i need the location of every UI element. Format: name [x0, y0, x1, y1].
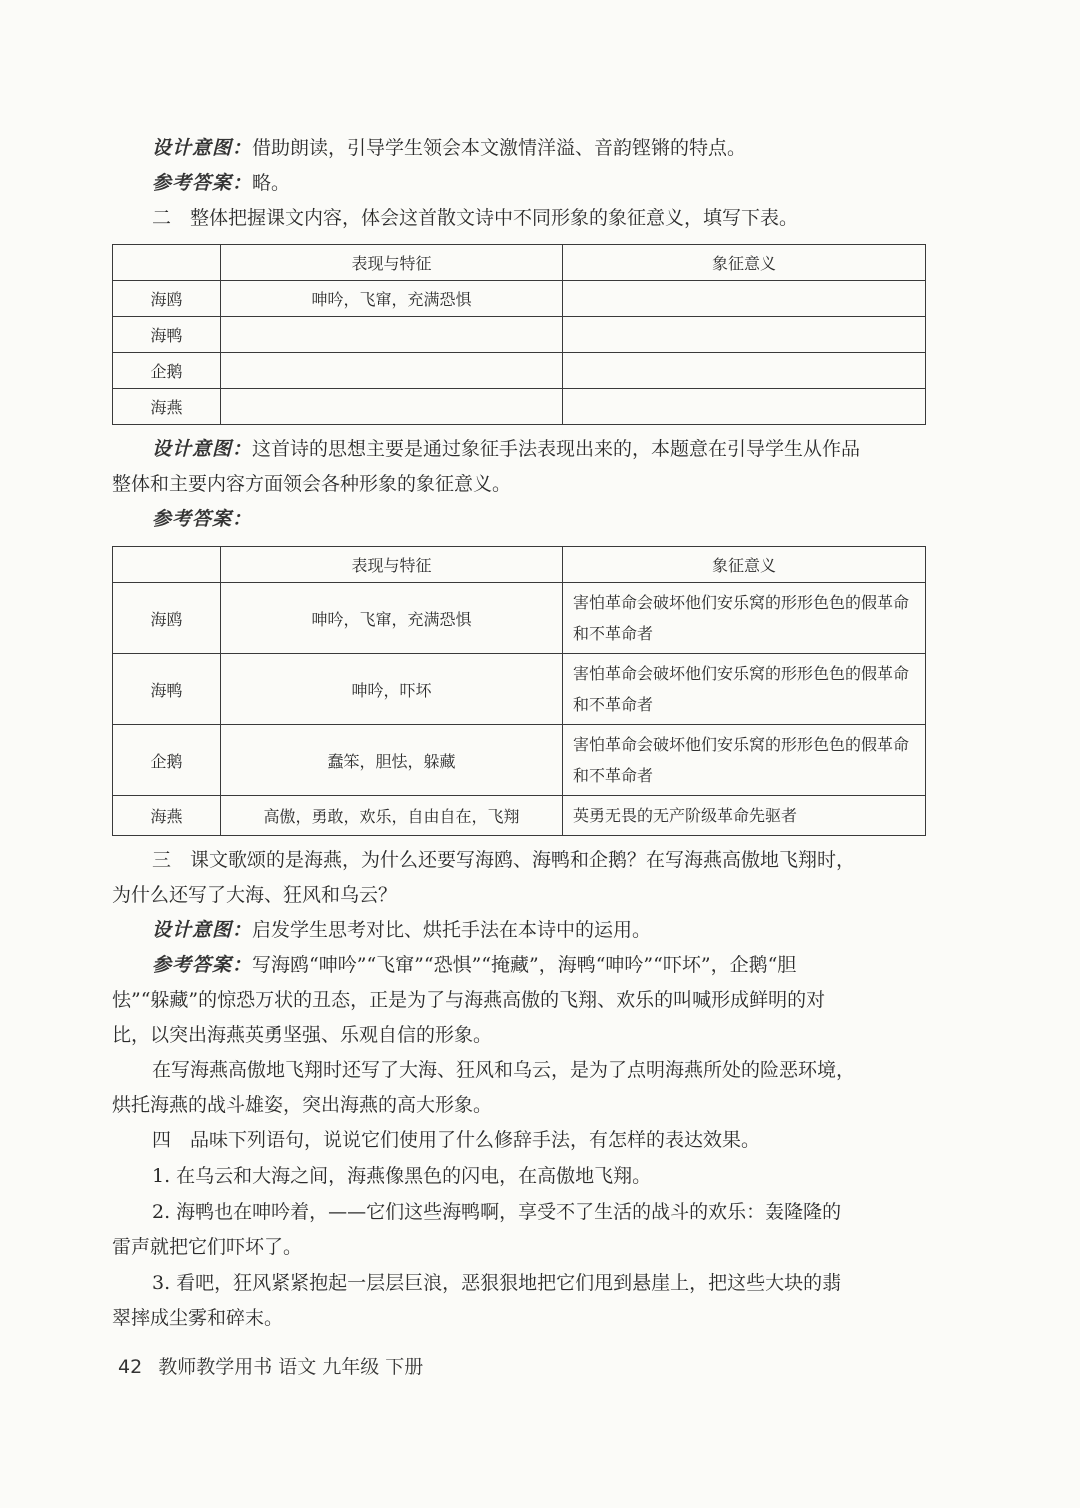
table-cell: 海燕 — [113, 796, 221, 836]
q3-prompt-cont: 为什么还写了大海、狂风和乌云？ — [112, 884, 398, 906]
table-row — [113, 725, 926, 796]
table-cell: 蠢笨，胆怯，躲藏 — [221, 725, 563, 796]
table-cell: 高傲，勇敢，欢乐，自由自在，飞翔 — [221, 796, 563, 836]
table-cell: 呻吟，飞窜，充满恐惧 — [221, 281, 563, 317]
table-header-row — [113, 547, 926, 583]
reference-answer-text: 写海鸥“呻吟”“飞窜”“恐惧”“掩藏”，海鸭“呻吟”“吓坏”，企鹅“胆 — [252, 954, 797, 976]
design-intent-label: 设计意图： — [152, 137, 253, 159]
page-number: 42 — [118, 1356, 143, 1378]
table-header-cell — [113, 547, 221, 583]
table-header-cell: 表现与特征 — [221, 245, 563, 281]
table-row — [113, 796, 926, 836]
q3-answer-paragraph2-cont: 烘托海燕的战斗雄姿，突出海燕的高大形象。 — [112, 1094, 493, 1116]
table-cell — [563, 281, 926, 317]
table-cell: 害怕革命会破坏他们安乐窝的形形色色的假革命和不革命者 — [563, 725, 926, 796]
table-row — [113, 654, 926, 725]
reference-answer-label: 参考答案： — [152, 954, 253, 976]
q3-answer-cont: 怯”“躲藏”的惊恐万状的丑态，正是为了与海燕高傲的飞翔、欢乐的叫喊形成鲜明的对 — [112, 989, 826, 1011]
q2-design-intent — [152, 432, 927, 467]
table-header-cell: 表现与特征 — [221, 547, 563, 583]
answer-symbol-table — [112, 546, 926, 836]
design-intent-text: 借助朗读，引导学生领会本文激情洋溢、音韵铿锵的特点。 — [252, 137, 747, 159]
q2-design-intent-cont: 整体和主要内容方面领会各种形象的象征意义。 — [112, 473, 512, 495]
table-cell — [221, 389, 563, 425]
q4-item-2-cont: 雷声就把它们吓坏了。 — [112, 1236, 303, 1258]
page-footer — [118, 1352, 423, 1379]
reference-answer-text: 略。 — [252, 172, 291, 194]
table-cell: 海鸭 — [113, 317, 221, 353]
q1-design-intent — [152, 131, 927, 166]
q3-design-intent — [152, 913, 927, 948]
table-cell: 海燕 — [113, 389, 221, 425]
table-row — [113, 317, 926, 353]
reference-answer-label: 参考答案： — [152, 172, 253, 194]
table-header-row — [113, 245, 926, 281]
q3-prompt: 三 课文歌颂的是海燕，为什么还要写海鸥、海鸭和企鹅？在写海燕高傲地飞翔时， — [152, 849, 856, 871]
table-header-cell: 象征意义 — [563, 547, 926, 583]
table-cell — [221, 317, 563, 353]
q4-item-2: 2. 海鸭也在呻吟着，——它们这些海鸭啊，享受不了生活的战斗的欢乐：轰隆隆的 — [152, 1201, 842, 1223]
table-row — [113, 281, 926, 317]
q4-item-1: 1. 在乌云和大海之间，海燕像黑色的闪电，在高傲地飞翔。 — [152, 1165, 652, 1187]
table-cell: 海鸭 — [113, 654, 221, 725]
reference-answer-label: 参考答案： — [152, 508, 253, 530]
table-cell: 海鸥 — [113, 281, 221, 317]
q4-item-3-cont: 翠摔成尘雾和碎末。 — [112, 1307, 284, 1329]
table-cell: 英勇无畏的无产阶级革命先驱者 — [563, 796, 926, 836]
q2-reference-answer-label — [152, 502, 927, 537]
table-cell — [221, 353, 563, 389]
table-row — [113, 353, 926, 389]
table-row — [113, 583, 926, 654]
q4-item-3: 3. 看吧，狂风紧紧抱起一层层巨浪，恶狠狠地把它们甩到悬崖上，把这些大块的翡 — [152, 1272, 842, 1294]
table-cell: 呻吟，飞窜，充满恐惧 — [221, 583, 563, 654]
table-cell: 企鹅 — [113, 725, 221, 796]
blank-symbol-table — [112, 244, 926, 425]
table-header-cell — [113, 245, 221, 281]
q2-prompt: 二 整体把握课文内容，体会这首散文诗中不同形象的象征意义，填写下表。 — [152, 207, 799, 229]
table-cell — [563, 317, 926, 353]
design-intent-label: 设计意图： — [152, 919, 253, 941]
table-cell: 呻吟，吓坏 — [221, 654, 563, 725]
design-intent-text: 这首诗的思想主要是通过象征手法表现出来的，本题意在引导学生从作品 — [252, 438, 861, 460]
table-cell: 害怕革命会破坏他们安乐窝的形形色色的假革命和不革命者 — [563, 583, 926, 654]
q4-prompt: 四 品味下列语句，说说它们使用了什么修辞手法，有怎样的表达效果。 — [152, 1129, 761, 1151]
q1-reference-answer — [152, 166, 927, 201]
q3-reference-answer — [152, 948, 927, 983]
q3-answer-paragraph2: 在写海燕高傲地飞翔时还写了大海、狂风和乌云，是为了点明海燕所处的险恶环境， — [152, 1059, 856, 1081]
table-cell — [563, 353, 926, 389]
book-title: 教师教学用书 语文 九年级 下册 — [158, 1356, 424, 1378]
table-cell: 害怕革命会破坏他们安乐窝的形形色色的假革命和不革命者 — [563, 654, 926, 725]
design-intent-label: 设计意图： — [152, 438, 253, 460]
design-intent-text: 启发学生思考对比、烘托手法在本诗中的运用。 — [252, 919, 652, 941]
table-row — [113, 389, 926, 425]
table-cell — [563, 389, 926, 425]
table-cell: 海鸥 — [113, 583, 221, 654]
q3-answer-cont: 比，以突出海燕英勇坚强、乐观自信的形象。 — [112, 1024, 493, 1046]
table-header-cell: 象征意义 — [563, 245, 926, 281]
table-cell: 企鹅 — [113, 353, 221, 389]
